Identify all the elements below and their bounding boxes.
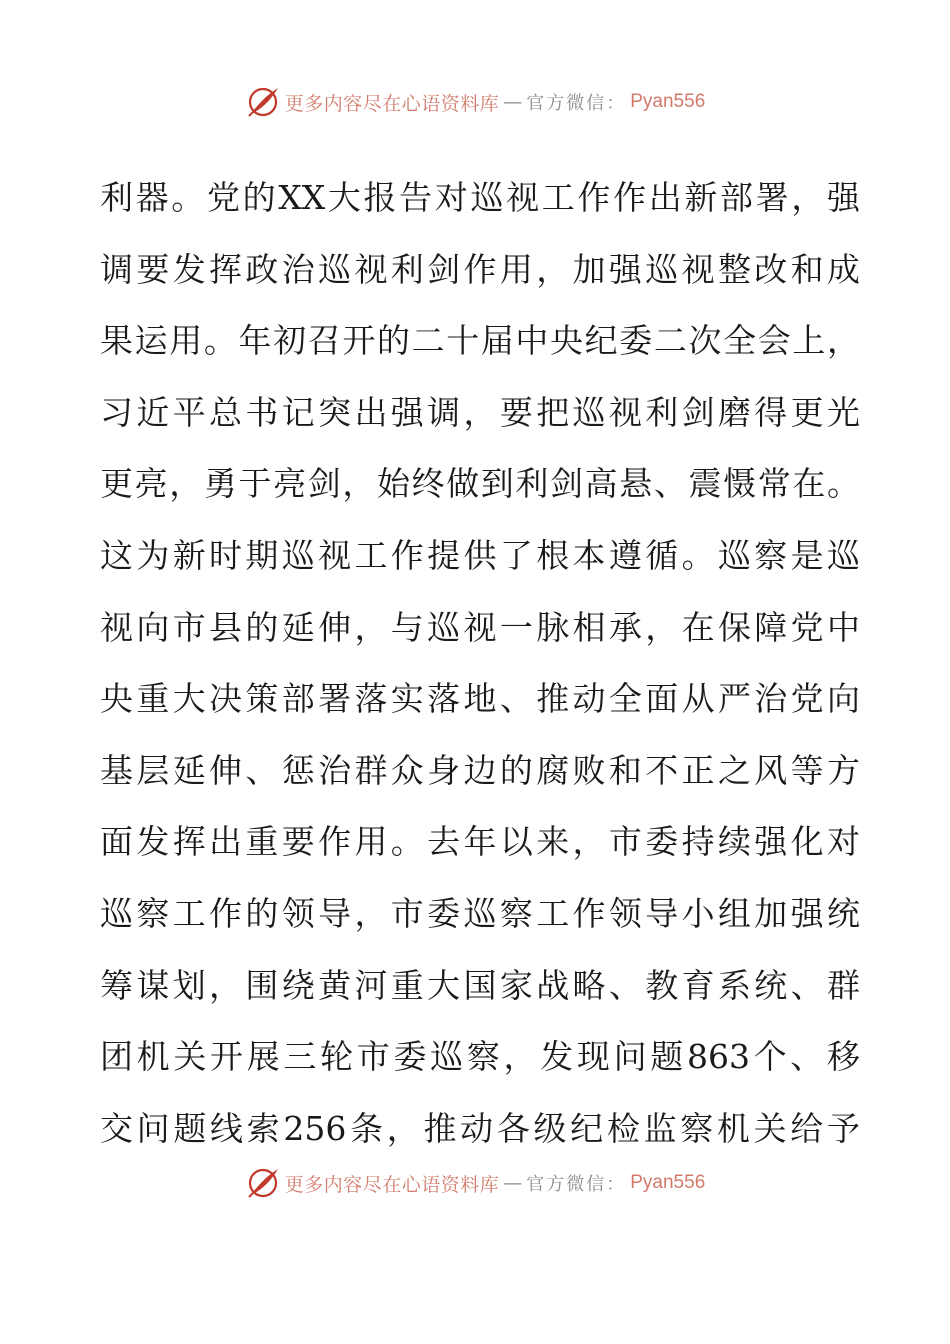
text-line: 团机关开展三轮市委巡察，发现问题863个、移 [100, 1037, 860, 1077]
text-line: 巡察工作的领导，市委巡察工作领导小组加强统 [100, 893, 860, 933]
text-line: 利器。党的XX大报告对巡视工作作出新部署，强 [100, 178, 860, 217]
text-line: 这为新时期巡视工作提供了根本遵循。巡察是巡 [100, 535, 860, 575]
watermark-label: 官方微信： [526, 1174, 627, 1195]
feather-pen-logo-icon [245, 1165, 281, 1201]
watermark-id: Pyan556 [630, 91, 706, 112]
text-line: 调要发挥政治巡视利剑作用，加强巡视整改和成 [100, 249, 860, 289]
watermark-text: 更多内容尽在心语资料库 [284, 1173, 500, 1196]
text-line: 视向市县的延伸，与巡视一脉相承，在保障党中 [100, 607, 860, 647]
text-line: 央重大决策部署落实落地、推动全面从严治党向 [100, 679, 860, 719]
watermark-id: Pyan556 [630, 1172, 706, 1193]
text-line: 面发挥出重要作用。去年以来，市委持续强化对 [100, 822, 860, 862]
watermark-text: 更多内容尽在心语资料库 [284, 92, 500, 115]
watermark-separator: — [503, 1172, 523, 1194]
document-body [100, 162, 860, 1164]
watermark-label: 官方微信： [526, 93, 627, 114]
text-line: 更亮，勇于亮剑，始终做到利剑高悬、震慑常在。 [100, 464, 860, 504]
feather-pen-logo-icon [245, 84, 281, 120]
text-line: 果运用。年初召开的二十届中央纪委二次全会上， [100, 321, 860, 361]
watermark-separator: — [503, 91, 523, 113]
text-line: 筹谋划，围绕黄河重大国家战略、教育系统、群 [100, 965, 860, 1005]
header-watermark [0, 82, 950, 122]
text-line: 习近平总书记突出强调，要把巡视利剑磨得更光 [100, 392, 860, 432]
footer-watermark [0, 1163, 950, 1203]
text-line: 交问题线索256条，推动各级纪检监察机关给予 [100, 1108, 860, 1148]
text-line: 基层延伸、惩治群众身边的腐败和不正之风等方 [100, 750, 860, 790]
